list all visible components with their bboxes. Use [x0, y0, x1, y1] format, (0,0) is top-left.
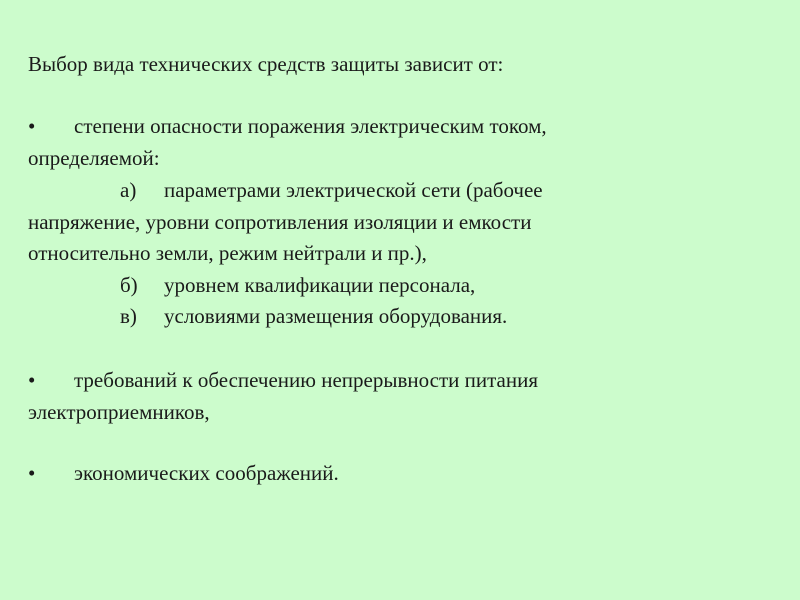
subitem-marker: а) [120, 178, 137, 202]
bullet-item-text: требований к обеспечению непрерывности питания [74, 368, 538, 392]
subitem-marker: б) [120, 273, 138, 297]
slide-heading: Выбор вида технических средств защиты зависит от: [28, 52, 504, 76]
subitem-text: условиями размещения оборудования. [164, 304, 508, 328]
bullet-item-text: степени опасности поражения электрическим током, [74, 114, 547, 138]
subitem-a-line-2: напряжение, уровни сопротивления изоляции и емкости [28, 210, 532, 234]
bullet-marker: • [28, 114, 36, 138]
bullet-item-2-line-1 [28, 368, 538, 392]
subitem-v [28, 304, 507, 328]
bullet-item-2-line-2: электроприемников, [28, 400, 210, 424]
subitem-b [28, 273, 475, 297]
bullet-item-1-line-2: определяемой: [28, 146, 160, 170]
subitem-text: параметрами электрической сети (рабочее [164, 178, 543, 202]
subitem-a-line-1 [28, 178, 543, 202]
subitem-text: уровнем квалификации персонала, [164, 273, 476, 297]
subitem-a-line-3: относительно земли, режим нейтрали и пр.), [28, 241, 427, 265]
bullet-marker: • [28, 368, 36, 392]
bullet-item-3 [28, 461, 339, 485]
bullet-item-1-line-1 [28, 114, 547, 138]
bullet-item-text: экономических соображений. [74, 461, 339, 485]
bullet-marker: • [28, 461, 36, 485]
subitem-marker: в) [120, 304, 137, 328]
